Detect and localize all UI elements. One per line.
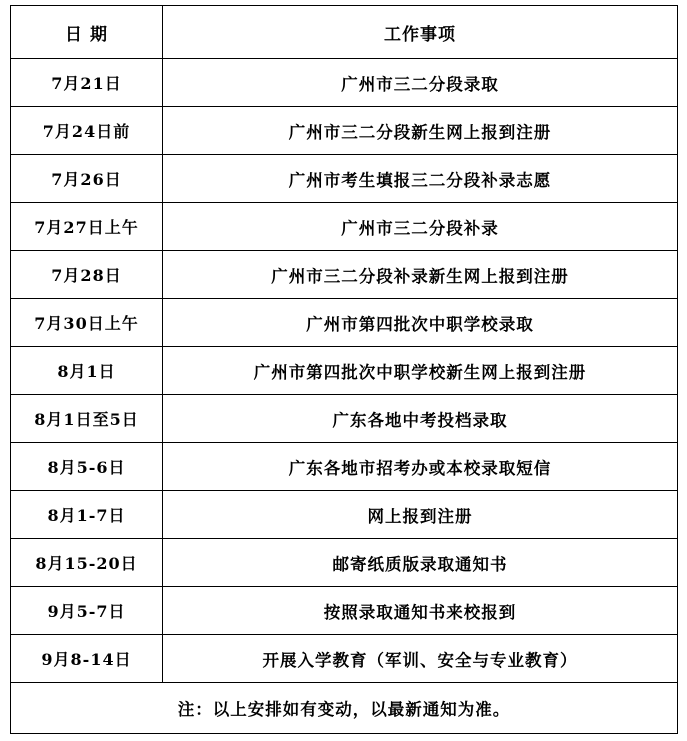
schedule-table-body	[11, 6, 678, 734]
cell-date: 7月28日	[11, 251, 163, 299]
cell-item: 网上报到注册	[163, 491, 678, 539]
table-row	[11, 155, 678, 203]
table-header-row	[11, 6, 678, 59]
cell-item: 广州市考生填报三二分段补录志愿	[163, 155, 678, 203]
schedule-table	[10, 5, 678, 734]
table-note: 注：以上安排如有变动，以最新通知为准。	[11, 683, 678, 734]
cell-date: 8月15-20日	[11, 539, 163, 587]
table-row	[11, 443, 678, 491]
table-row	[11, 491, 678, 539]
cell-date: 8月5-6日	[11, 443, 163, 491]
cell-date: 7月21日	[11, 59, 163, 107]
cell-item: 广东各地中考投档录取	[163, 395, 678, 443]
cell-date: 8月1-7日	[11, 491, 163, 539]
cell-item: 广州市第四批次中职学校录取	[163, 299, 678, 347]
table-row	[11, 395, 678, 443]
table-row	[11, 59, 678, 107]
cell-item: 开展入学教育（军训、安全与专业教育）	[163, 635, 678, 683]
table-row	[11, 107, 678, 155]
column-header-item: 工作事项	[163, 6, 678, 59]
table-row	[11, 539, 678, 587]
cell-item: 广东各地市招考办或本校录取短信	[163, 443, 678, 491]
cell-item: 广州市三二分段补录	[163, 203, 678, 251]
cell-date: 9月8-14日	[11, 635, 163, 683]
table-row	[11, 203, 678, 251]
cell-item: 广州市第四批次中职学校新生网上报到注册	[163, 347, 678, 395]
table-row	[11, 347, 678, 395]
cell-date: 7月24日前	[11, 107, 163, 155]
cell-date: 7月30日上午	[11, 299, 163, 347]
cell-date: 7月26日	[11, 155, 163, 203]
cell-date: 8月1日至5日	[11, 395, 163, 443]
table-row	[11, 635, 678, 683]
cell-item: 广州市三二分段新生网上报到注册	[163, 107, 678, 155]
column-header-date: 日 期	[11, 6, 163, 59]
cell-date: 7月27日上午	[11, 203, 163, 251]
cell-item: 按照录取通知书来校报到	[163, 587, 678, 635]
cell-item: 邮寄纸质版录取通知书	[163, 539, 678, 587]
table-note-row	[11, 683, 678, 734]
cell-date: 8月1日	[11, 347, 163, 395]
cell-item: 广州市三二分段补录新生网上报到注册	[163, 251, 678, 299]
cell-date: 9月5-7日	[11, 587, 163, 635]
table-row	[11, 299, 678, 347]
cell-item: 广州市三二分段录取	[163, 59, 678, 107]
table-row	[11, 587, 678, 635]
table-row	[11, 251, 678, 299]
